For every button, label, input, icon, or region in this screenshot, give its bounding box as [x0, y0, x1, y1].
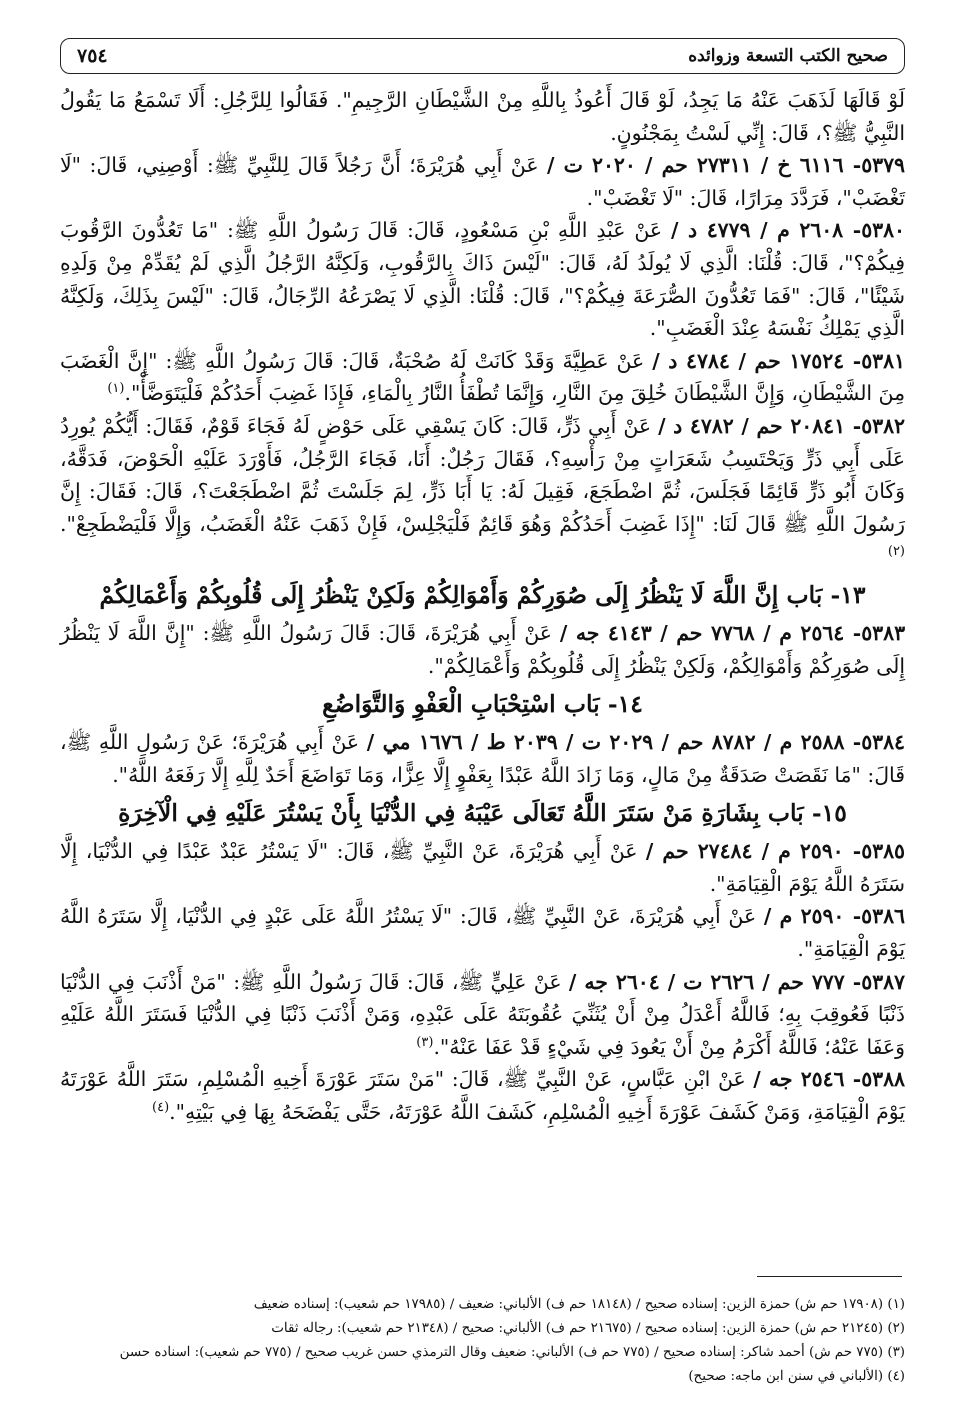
hadith-number: ٥٣٧٩- ٦١١٦ خ / ٢٧٣١١ حم / ٢٠٢٠ ت / [547, 153, 905, 178]
hadith-number: ٥٣٨٢- ٢٠٨٤١ حم / ٤٧٨٢ د / [658, 413, 906, 438]
book-title: صحيح الكتب التسعة وزوائده [688, 46, 888, 66]
hadith-entry [60, 966, 905, 1064]
page-body [60, 84, 905, 1129]
hadith-text: عَنْ أَبِي هُرَيْرَةَ، عَنْ النَّبِيِّ ﷺ، قَالَ: "لَا يَسْتُرُ عَبْدٌ عَبْدًا فِي الدُّنْيَا، إِلَّا سَتَرَهُ اللَّهُ يَوْمَ الْقِيَامَةِ". [60, 839, 905, 896]
page [60, 38, 905, 1398]
hadith-entry [60, 726, 905, 791]
footnote: (٣) (٧٧٥ حم ش) أحمد شاكر: إسناده صحيح / (٧٧٥ حم ف) الألباني: ضعيف وقال الترمذي حسن غريب صحيح / (٧٧٥ حم شعيب): اسناده حسن [119, 1345, 905, 1360]
hadith-text: عَنْ عَطِيَّةَ وَقَدْ كَانَتْ لَهُ صُحْبَةٌ، قَالَ: قَالَ رَسُولُ اللَّهِ ﷺ: "إِنَّ الْغَضَبَ مِنَ الشَّيْطَانِ، وَإِنَّ الشَّيْطَانَ خُلِقَ مِنَ النَّارِ، وَإِنَّمَا تُطْفَأُ النَّارُ بِالْمَاءِ، فَإِذَا غَضِبَ أَحَدُكُمْ فَلْيَتَوَضَّأْ". [60, 348, 905, 406]
footnote-ref: (٢) [887, 544, 905, 560]
hadith-text: عَنْ أَبِي هُرَيْرَةَ، قَالَ: قَالَ رَسُولُ اللَّهِ ﷺ: "إِنَّ اللَّهَ لَا يَنْظُرُ إِلَى صُوَرِكُمْ وَأَمْوَالِكُمْ، وَلَكِنْ يَنْظُرُ إِلَى قُلُوبِكُمْ وَأَعْمَالِكُمْ". [60, 620, 905, 678]
hadith-text: عَنْ أَبِي هُرَيْرَةَ؛ أَنَّ رَجُلاً قَالَ لِلنَّبِيِّ ﷺ: أَوْصِنِي، قَالَ: "لَا تَغْضَبْ"، فَرَدَّدَ مِرَارًا، قَالَ: "لَا تَغْضَبْ". [60, 153, 905, 210]
hadith-text: عَنْ أَبِي ذَرٍّ، قَالَ: كَانَ يَسْقِي عَلَى حَوْضٍ لَهُ فَجَاءَ قَوْمٌ، فَقَالَ: أَيُّكُمْ يُورِدُ عَلَى أَبِي ذَرٍّ وَيَحْتَسِبُ شَعَرَاتٍ مِنْ رَأْسِهِ؟، فَقَالَ رَجُلٌ: أَنَا، فَجَاءَ الرَّجُلُ، فَأَوْرَدَ عَلَيْهِ الْحَوْضَ، فَدَقَّهُ، وَكَانَ أَبُو ذَرٍّ قَائِمًا فَجَلَسَ، ثُمَّ اضْطَجَعَ، فَقِيلَ لَهُ: يَا أَبَا ذَرٍّ، لِمَ جَلَسْتَ ثُمَّ اضْطَجَعْتَ؟، قَالَ: فَقَالَ: إِنَّ رَسُولَ اللَّهِ ﷺ قَالَ لَنَا: "إِذَا غَضِبَ أَحَدُكُمْ وَهُوَ قَائِمٌ فَلْيَجْلِسْ، فَإِنْ ذَهَبَ عَنْهُ الْغَضَبُ، وَإِلَّا فَلْيَضْطَجِعْ". [60, 413, 905, 536]
chapter-heading-13: ١٣- بَاب إِنَّ اللَّهَ لَا يَنْظُرُ إِلَى صُوَرِكُمْ وَأَمْوَالِكُمْ وَلَكِنْ يَنْظُرُ إِلَى قُلُوبِكُمْ وَأَعْمَالِكُمْ [99, 580, 866, 609]
hadith-number: ٥٣٨٠- ٢٦٠٨ م / ٤٧٧٩ د / [671, 218, 905, 243]
hadith-text: عَنْ ابْنِ عَبَّاسٍ، عَنْ النَّبِيِّ ﷺ، قَالَ: "مَنْ سَتَرَ عَوْرَةَ أَخِيهِ الْمُسْلِمِ، سَتَرَ اللَّهُ عَوْرَتَهُ يَوْمَ الْقِيَامَةِ، وَمَنْ كَشَفَ عَوْرَةَ أَخِيهِ الْمُسْلِمِ، كَشَفَ اللَّهُ عَوْرَتَهُ، حَتَّى يَفْضَحَهُ بِهَا فِي بَيْتِهِ". [60, 1067, 905, 1125]
page-header [60, 38, 905, 74]
hadith-entry [60, 835, 905, 900]
hadith-text: عَنْ عَلِيٍّ ﷺ، قَالَ: قَالَ رَسُولُ اللَّهِ ﷺ: "مَنْ أَذْنَبَ فِي الدُّنْيَا ذَنْبًا فَعُوقِبَ بِهِ؛ فَاللَّهُ أَعْدَلُ مِنْ أَنْ يُثَنِّيَ عُقُوبَتَهُ عَلَى عَبْدِهِ، وَمَنْ أَذْنَبَ ذَنْبًا فِي الدُّنْيَا فَسَتَرَ اللَّهُ عَلَيْهِ وَعَفَا عَنْهُ؛ فَاللَّهُ أَكْرَمُ مِنْ أَنْ يَعُودَ فِي شَيْءٍ قَدْ عَفَا عَنْهُ". [60, 969, 905, 1059]
footnote: (٤) (الألباني في سنن ابن ماجه: صحيح) [688, 1369, 905, 1384]
footnote-divider [757, 1276, 902, 1277]
hadith-text: عَنْ أَبِي هُرَيْرَةَ، عَنْ النَّبِيِّ ﷺ، قَالَ: "لَا يَسْتُرُ اللَّهُ عَلَى عَبْدٍ فِي الدُّنْيَا، إِلَّا سَتَرَهُ اللَّهُ يَوْمَ الْقِيَامَةِ". [60, 904, 905, 962]
hadith-entry [60, 149, 905, 214]
hadith-entry [60, 617, 905, 682]
continued-hadith: لَوْ قَالَهَا لَذَهَبَ عَنْهُ مَا يَجِدُ، لَوْ قَالَ أَعُوذُ بِاللَّهِ مِنْ الشَّيْطَانِ الرَّجِيمِ". فَقَالُوا لِلرَّجُلِ: أَلَا تَسْمَعُ مَا يَقُولُ النَّبِيُّ ﷺ؟، قَالَ: إِنِّي لَسْتُ بِمَجْنُونٍ. [60, 88, 905, 145]
hadith-entry [60, 345, 905, 410]
footnotes [60, 1293, 905, 1389]
hadith-number: ٥٣٨٨- ٢٥٤٦ جه / [753, 1067, 905, 1092]
hadith-entry [60, 900, 905, 965]
chapter-heading-15: ١٥- بَاب بِشَارَةِ مَنْ سَتَرَ اللَّهُ تَعَالَى عَيْبَهُ فِي الدُّنْيَا بِأَنْ يَسْتُرَ عَلَيْهِ فِي الْآخِرَةِ [118, 799, 847, 828]
footnote-ref: (٣) [416, 1035, 434, 1051]
hadith-entry [60, 410, 905, 573]
footnote: (١) (١٧٩٠٨ حم ش) حمزة الزين: إسناده صحيح / (١٨١٤٨ حم ف) الألباني: ضعيف / (١٧٩٨٥ حم شعيب): إسناده ضعيف [253, 1297, 905, 1312]
hadith-number: ٥٣٨٥- ٢٥٩٠ م / ٢٧٤٨٤ حم / [645, 839, 906, 864]
hadith-number: ٥٣٨٦- ٢٥٩٠ م / [763, 904, 905, 929]
footnote: (٢) (٢١٢٤٥ حم ش) حمزة الزين: إسناده صحيح / (٢١٦٧٥ حم ف) الألباني: صحيح / (٢١٣٤٨ حم شعيب): رجاله ثقات [271, 1321, 905, 1336]
chapter-heading-14: ١٤- بَاب اسْتِحْبَابِ الْعَفْوِ وَالتَّوَاضُعِ [322, 690, 643, 719]
hadith-text: عَنْ أَبِي هُرَيْرَةَ؛ عَنْ رَسُولِ اللَّهِ ﷺ، قَالَ: "مَا نَقَصَتْ صَدَقَةٌ مِنْ مَالٍ، وَمَا زَادَ اللَّهُ عَبْدًا بِعَفْوٍ إِلَّا عِزًّا، وَمَا تَوَاضَعَ أَحَدٌ لِلَّهِ إِلَّا رَفَعَهُ اللَّهُ". [60, 730, 905, 787]
hadith-number: ٥٣٨١- ١٧٥٢٤ حم / ٤٧٨٤ د / [652, 348, 906, 373]
hadith-entry [60, 1063, 905, 1128]
hadith-entry [60, 214, 905, 344]
page-number: ٧٥٤ [77, 45, 108, 67]
hadith-number: ٥٣٨٣- ٢٥٦٤ م / ٧٧٦٨ حم / ٤١٤٣ جه / [559, 620, 906, 645]
hadith-number: ٥٣٨٤- ٢٥٨٨ م / ٨٧٨٢ حم / ٢٠٢٩ ت / ٢٠٣٩ ط / ١٦٧٦ مي / [366, 730, 906, 755]
hadith-number: ٥٣٨٧- ٧٧٧ حم / ٢٦٢٦ ت / ٢٦٠٤ جه / [568, 969, 905, 994]
footnote-ref: (٤) [152, 1100, 170, 1116]
footnote-ref: (١) [107, 381, 125, 397]
hadith-text: عَنْ عَبْدِ اللَّهِ بْنِ مَسْعُودٍ، قَالَ: قَالَ رَسُولُ اللَّهِ ﷺ: "مَا تَعُدُّونَ الرَّقُوبَ فِيكُمْ؟"، قَالَ: قُلْنَا: الَّذِي لَا يُولَدُ لَهُ، قَالَ: "لَيْسَ ذَاكَ بِالرَّقُوبِ، وَلَكِنَّهُ الرَّجُلُ الَّذِي لَمْ يُقَدِّمْ مِنْ وَلَدِهِ شَيْئًا"، قَالَ: "فَمَا تَعُدُّونَ الصُّرَعَةَ فِيكُمْ؟"، قَالَ: قُلْنَا: الَّذِي لَا يَصْرَعُهُ الرِّجَالُ، قَالَ: "لَيْسَ بِذَلِكَ، وَلَكِنَّهُ الَّذِي يَمْلِكُ نَفْسَهُ عِنْدَ الْغَضَبِ". [60, 218, 905, 341]
